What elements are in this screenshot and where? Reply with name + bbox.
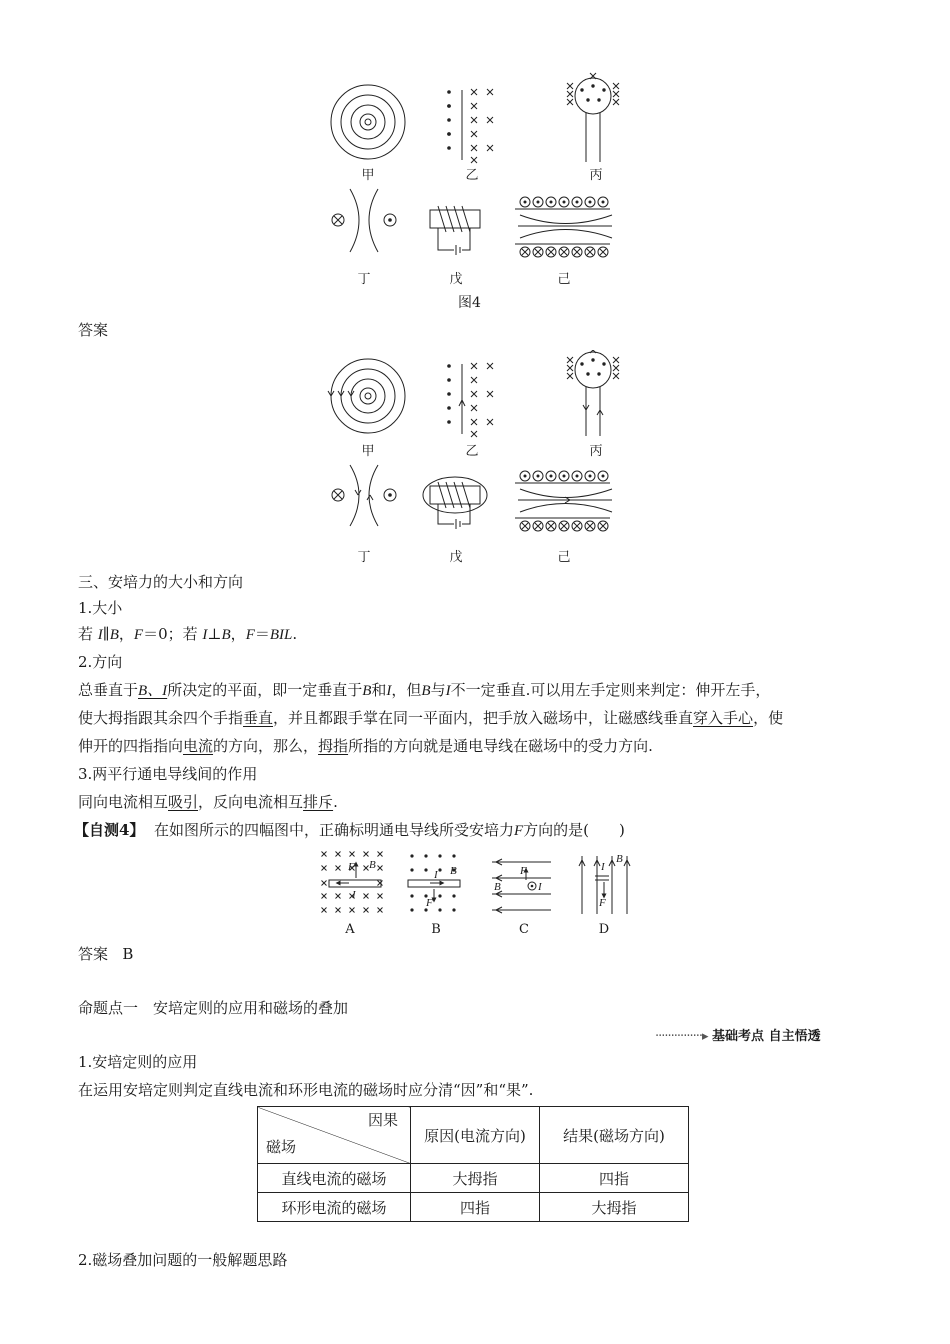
cross-mark — [471, 377, 477, 383]
direction-heading: 2.方向 — [78, 653, 123, 671]
fig-wu-solenoid — [430, 206, 480, 255]
figure-4-title: 图4 — [458, 295, 481, 311]
cross-mark — [574, 523, 580, 529]
cross-mark — [600, 249, 606, 255]
dot-mark — [597, 98, 600, 101]
txt: 若 — [78, 625, 98, 643]
txt: 使大拇指跟其余四个手指 — [78, 709, 244, 727]
dot-mark — [410, 854, 413, 857]
table-row — [258, 1193, 689, 1222]
fig4-caption-jia: 甲 — [361, 168, 375, 183]
cross-mark — [336, 852, 341, 857]
dot-mark — [438, 908, 441, 911]
cross-mark — [487, 89, 493, 95]
blank-answer: 拇指 — [318, 737, 349, 755]
txt: ＝0；若 — [143, 625, 203, 643]
cross-mark — [613, 83, 619, 89]
size-formula — [78, 624, 297, 645]
sym-i: I — [445, 683, 451, 699]
ampere-rule-table — [257, 1106, 689, 1222]
topic-banner — [655, 1025, 821, 1044]
fig-ji-field-tube — [515, 209, 612, 244]
dot-mark — [580, 362, 583, 365]
intro-text: 在运用安培定则判定直线电流和环形电流的磁场时应分清“因”和“果”. — [78, 1081, 534, 1099]
answer-2 — [78, 944, 133, 964]
dot-mark — [438, 894, 441, 897]
table-row — [258, 1164, 689, 1193]
txt: 同向电流相互 — [78, 793, 169, 811]
fig-yi-dots-crosses — [447, 89, 493, 163]
txt: 在如图所示的四幅图中，正确标明通电导线所受安培力 — [153, 821, 514, 839]
fig4-caption-bing: 丙 — [589, 168, 603, 183]
cross-mark — [487, 391, 493, 397]
label-f: F — [520, 865, 527, 877]
cross-mark — [336, 866, 341, 871]
cross-mark — [471, 419, 477, 425]
dot-mark — [447, 420, 451, 424]
direction-line-2 — [78, 708, 783, 728]
dot-mark — [576, 201, 579, 204]
sym-i: I — [202, 627, 208, 643]
dotted-arrow-icon: ···············▸ — [655, 1029, 708, 1044]
dot-mark — [602, 475, 605, 478]
label-b: B — [616, 853, 623, 865]
cross-mark — [471, 363, 477, 369]
cross-mark — [471, 145, 477, 151]
cross-mark — [336, 894, 341, 899]
answer-label-1: 答案 — [78, 321, 109, 339]
direction-line-1 — [78, 680, 770, 701]
sym-i: I — [97, 627, 103, 643]
txt: ，并且都跟手掌在同一平面内，把手放入磁场中，让磁感线垂直 — [273, 709, 694, 727]
cross-mark — [364, 908, 369, 913]
cross-mark — [471, 405, 477, 411]
cross-mark — [567, 83, 573, 89]
txt: ，使 — [753, 709, 784, 727]
label-b: B — [369, 859, 376, 871]
dot-mark — [438, 854, 441, 857]
dot-mark — [424, 854, 427, 857]
cross-mark — [535, 523, 541, 529]
quiz-label: 【自测4】 — [74, 821, 145, 839]
dot-mark — [591, 358, 594, 361]
dot-mark — [452, 908, 455, 911]
txt: 与 — [430, 681, 446, 699]
sym-b: B — [109, 627, 119, 643]
fig4-caption-ji: 己 — [557, 272, 571, 287]
table-cell: 大拇指 — [411, 1164, 540, 1193]
dot-mark — [550, 475, 553, 478]
label-f: F — [348, 861, 355, 873]
cross-mark — [600, 523, 606, 529]
label-i: I — [538, 881, 542, 893]
answer-label: 答案 — [78, 945, 109, 963]
cross-mark — [364, 866, 369, 871]
dot-mark — [447, 146, 451, 150]
blank-answer: 电流 — [183, 737, 214, 755]
blank-answer: B、I — [138, 683, 168, 699]
sym-f: F — [133, 627, 144, 643]
cross-mark — [471, 391, 477, 397]
dot-mark — [447, 378, 451, 382]
cross-mark — [613, 91, 619, 97]
cross-mark — [378, 852, 383, 857]
dot-mark — [597, 372, 600, 375]
label-f: F — [599, 897, 606, 909]
answer-caption-jia: 甲 — [361, 444, 375, 459]
fig-jia-concentric-field — [331, 85, 405, 159]
table-cell: 四指 — [540, 1164, 689, 1193]
dot-mark — [410, 894, 413, 897]
cross-mark — [561, 249, 567, 255]
cross-mark — [567, 373, 573, 379]
txt: . — [333, 793, 338, 811]
cross-mark — [378, 866, 383, 871]
parallel-text — [78, 792, 338, 812]
dot-mark — [447, 132, 451, 136]
table-cell: 四指 — [411, 1193, 540, 1222]
sym-b: B — [362, 683, 372, 699]
txt: ∥ — [102, 625, 110, 643]
dot-mark — [602, 201, 605, 204]
cross-mark — [471, 103, 477, 109]
cross-mark — [350, 908, 355, 913]
cross-mark — [535, 249, 541, 255]
txt: 不一定垂直.可以用左手定则来判定：伸开左手， — [450, 681, 771, 699]
cross-mark — [613, 365, 619, 371]
txt: 和 — [371, 681, 387, 699]
cross-mark — [471, 157, 477, 163]
blank-answer: 垂直 — [243, 709, 274, 727]
dot-mark — [589, 475, 592, 478]
subheading-2: 2.磁场叠加问题的一般解题思路 — [78, 1251, 288, 1269]
cross-mark — [561, 523, 567, 529]
option-c-label: C — [519, 922, 529, 937]
parallel-heading: 3.两平行通电导线间的作用 — [78, 765, 258, 783]
dot-mark — [447, 104, 451, 108]
quiz4-diagrams — [314, 848, 644, 920]
table-cell: 直线电流的磁场 — [258, 1164, 411, 1193]
col-header-effect: 结果(磁场方向) — [540, 1107, 689, 1164]
dot-mark — [563, 201, 566, 204]
cross-mark — [322, 881, 327, 886]
quiz4-question — [74, 820, 625, 841]
cross-mark — [378, 894, 383, 899]
label-i: I — [434, 869, 438, 881]
dot-mark — [447, 118, 451, 122]
col-header-cause: 原因(电流方向) — [411, 1107, 540, 1164]
cross-mark — [567, 357, 573, 363]
cross-mark — [587, 523, 593, 529]
dot-mark — [589, 201, 592, 204]
cross-mark — [364, 894, 369, 899]
answer-caption-bing: 丙 — [589, 444, 603, 459]
size-heading: 1.大小 — [78, 599, 123, 617]
cross-mark — [587, 249, 593, 255]
sym-b: B — [421, 683, 431, 699]
dot-mark — [563, 475, 566, 478]
answer-caption-ji: 己 — [557, 550, 571, 565]
dot-mark — [524, 201, 527, 204]
dot-mark — [591, 84, 594, 87]
label-f: F — [426, 897, 433, 909]
dot-mark — [438, 868, 441, 871]
cross-mark — [364, 852, 369, 857]
cross-mark — [574, 249, 580, 255]
cross-mark — [548, 249, 554, 255]
dot-mark — [524, 475, 527, 478]
cross-mark — [487, 363, 493, 369]
dot-mark — [447, 90, 451, 94]
label-i: I — [352, 889, 356, 901]
dot-mark — [447, 406, 451, 410]
blank-answer: 吸引 — [168, 793, 199, 811]
cross-mark — [567, 99, 573, 105]
direction-line-3 — [78, 736, 653, 756]
dot-mark — [537, 475, 540, 478]
cross-mark — [378, 908, 383, 913]
banner-text: 基础考点 自主悟透 — [712, 1029, 821, 1044]
section3-heading: 三、安培力的大小和方向 — [78, 573, 244, 591]
cross-mark — [471, 131, 477, 137]
option-b-label: B — [431, 922, 441, 937]
cross-mark — [378, 881, 383, 886]
cross-mark — [350, 852, 355, 857]
dot-mark — [602, 88, 605, 91]
txt: 所指的方向就是通电导线在磁场中的受力方向. — [348, 737, 653, 755]
cross-mark — [336, 908, 341, 913]
cross-mark — [322, 894, 327, 899]
fig4-caption-yi: 乙 — [465, 168, 479, 183]
blank-answer: 排斥 — [303, 793, 334, 811]
txt: ，反向电流相互 — [198, 793, 304, 811]
cross-mark — [471, 117, 477, 123]
answer-caption-ding: 丁 — [357, 550, 371, 565]
label-b: B — [450, 865, 457, 877]
cross-mark — [548, 523, 554, 529]
blank-answer: 穿入手心 — [693, 709, 754, 727]
corner-top: 因果 — [367, 1111, 398, 1129]
txt: ，但 — [391, 681, 422, 699]
dot-mark — [452, 894, 455, 897]
sym-i: I — [386, 683, 392, 699]
txt: ＝ — [254, 625, 270, 643]
cross-mark — [567, 91, 573, 97]
answer-caption-wu: 戊 — [449, 550, 463, 565]
dot-mark — [586, 372, 589, 375]
cross-mark — [487, 117, 493, 123]
txt: 的方向，那么， — [213, 737, 319, 755]
answer-value: B — [122, 945, 134, 963]
dot-mark — [586, 98, 589, 101]
txt: ⊥ — [207, 625, 222, 643]
txt: 伸开的四指指向 — [78, 737, 184, 755]
fig4-caption-wu: 戊 — [449, 272, 463, 287]
txt: . — [292, 625, 298, 643]
table-cell: 环形电流的磁场 — [258, 1193, 411, 1222]
sym-f: F — [514, 823, 524, 839]
dot-mark — [410, 908, 413, 911]
option-a-label: A — [345, 922, 355, 937]
table-cell: 大拇指 — [540, 1193, 689, 1222]
cross-mark — [522, 249, 528, 255]
cross-mark — [522, 523, 528, 529]
fig-ding-field-lines — [332, 189, 396, 252]
label-i: I — [601, 861, 605, 873]
cross-mark — [471, 431, 477, 437]
cross-mark — [322, 908, 327, 913]
dot-mark — [576, 475, 579, 478]
corner-bottom: 磁场 — [266, 1138, 297, 1156]
cross-mark — [613, 357, 619, 363]
cross-mark — [487, 145, 493, 151]
txt: 所决定的平面，即一定垂直于 — [167, 681, 363, 699]
dot-mark — [447, 392, 451, 396]
cross-mark — [567, 365, 573, 371]
dot-mark — [580, 88, 583, 91]
dot-mark — [447, 364, 451, 368]
dot-mark — [410, 868, 413, 871]
txt: ， — [118, 625, 134, 643]
option-d-label: D — [598, 922, 610, 937]
txt: 总垂直于 — [78, 681, 139, 699]
corner-cell — [258, 1107, 411, 1164]
cross-mark — [322, 852, 327, 857]
cross-mark — [471, 89, 477, 95]
txt: ， — [230, 625, 246, 643]
dot-mark — [537, 201, 540, 204]
sym-bil: BIL — [269, 627, 293, 643]
fig-bing-loop — [575, 78, 611, 162]
dot-mark — [424, 868, 427, 871]
fig4-caption-ding: 丁 — [357, 272, 371, 287]
dot-mark — [452, 854, 455, 857]
txt: 方向的是( ) — [523, 821, 625, 839]
label-b: B — [494, 881, 501, 893]
cross-mark — [487, 419, 493, 425]
answer-caption-yi: 乙 — [465, 444, 479, 459]
dot-mark — [550, 201, 553, 204]
sym-f: F — [245, 627, 255, 643]
topic1-heading: 命题点一 安培定则的应用和磁场的叠加 — [78, 999, 349, 1017]
dot-mark — [602, 362, 605, 365]
sym-b: B — [221, 627, 231, 643]
subheading-1: 1.安培定则的应用 — [78, 1053, 198, 1071]
cross-mark — [322, 866, 327, 871]
cross-mark — [613, 373, 619, 379]
cross-mark — [613, 99, 619, 105]
